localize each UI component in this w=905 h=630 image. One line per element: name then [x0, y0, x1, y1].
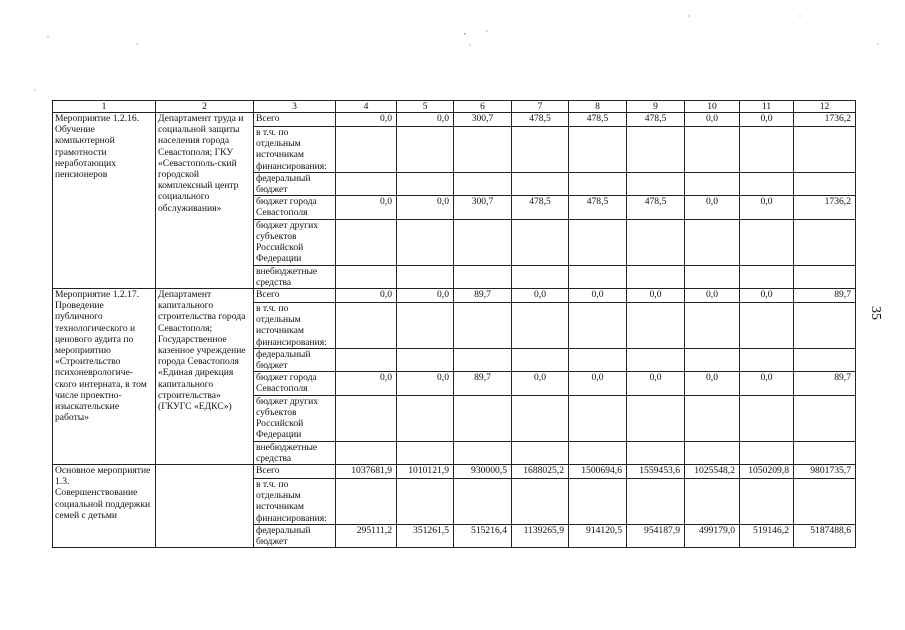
funding-value-cell: 0,0: [569, 289, 627, 303]
funding-value-cell: 1688025,2: [512, 465, 569, 479]
table-row: [53, 289, 856, 303]
funding-value-cell: [685, 303, 740, 349]
funding-value-cell: [512, 127, 569, 173]
funding-value-cell: 1025548,2: [685, 465, 740, 479]
funding-value-cell: 1139265,9: [512, 524, 569, 547]
funding-value-cell: 0,0: [336, 372, 397, 395]
funding-value-cell: 0,0: [336, 196, 397, 219]
funding-value-cell: 0,0: [397, 196, 454, 219]
funding-value-cell: [794, 395, 856, 441]
funding-source-label: бюджет других субъектов Российской Федерации: [254, 395, 336, 441]
funding-source-label: бюджет города Севастополя: [254, 196, 336, 219]
funding-value-cell: [627, 479, 685, 525]
funding-value-cell: [512, 303, 569, 349]
funding-source-label: бюджет города Севастополя: [254, 372, 336, 395]
funding-value-cell: [794, 303, 856, 349]
funding-value-cell: [740, 303, 794, 349]
funding-value-cell: 351261,5: [397, 524, 454, 547]
funding-value-cell: [627, 441, 685, 464]
funding-value-cell: 1050209,8: [740, 465, 794, 479]
funding-value-cell: [627, 127, 685, 173]
funding-value-cell: 0,0: [740, 113, 794, 127]
event-title: Основное мероприятие 1.3. Совершенствование социальной поддержки семей с детьми: [53, 465, 156, 548]
funding-value-cell: [569, 219, 627, 265]
funding-source-label: в т.ч. по отдельным источникам финансирования:: [254, 127, 336, 173]
funding-value-cell: [794, 441, 856, 464]
funding-source-label: в т.ч. по отдельным источникам финансирования:: [254, 479, 336, 525]
funding-value-cell: [794, 479, 856, 525]
column-number-header: 9: [627, 101, 685, 113]
funding-value-cell: [336, 303, 397, 349]
funding-value-cell: [740, 172, 794, 195]
funding-value-cell: 0,0: [397, 113, 454, 127]
funding-value-cell: [397, 348, 454, 371]
funding-value-cell: [685, 395, 740, 441]
table-row: [53, 465, 856, 479]
funding-value-cell: 0,0: [336, 113, 397, 127]
funding-value-cell: [454, 303, 512, 349]
funding-value-cell: [569, 348, 627, 371]
funding-value-cell: [336, 395, 397, 441]
column-number-header: 12: [794, 101, 856, 113]
funding-value-cell: [454, 479, 512, 525]
page-number: 35: [868, 306, 883, 320]
funding-value-cell: 0,0: [685, 113, 740, 127]
funding-value-cell: [685, 441, 740, 464]
funding-value-cell: [397, 127, 454, 173]
funding-value-cell: [512, 172, 569, 195]
funding-value-cell: [454, 441, 512, 464]
funding-value-cell: [685, 348, 740, 371]
funding-value-cell: [569, 265, 627, 288]
funding-value-cell: 0,0: [512, 289, 569, 303]
funding-value-cell: [512, 265, 569, 288]
funding-value-cell: [336, 219, 397, 265]
funding-value-cell: 0,0: [512, 372, 569, 395]
funding-value-cell: 89,7: [794, 372, 856, 395]
funding-value-cell: 914120,5: [569, 524, 627, 547]
funding-source-label: Всего: [254, 289, 336, 303]
funding-value-cell: 0,0: [740, 372, 794, 395]
funding-value-cell: 0,0: [685, 372, 740, 395]
funding-value-cell: [569, 479, 627, 525]
funding-value-cell: 295111,2: [336, 524, 397, 547]
funding-value-cell: [512, 441, 569, 464]
funding-value-cell: 499179,0: [685, 524, 740, 547]
funding-value-cell: 89,7: [794, 289, 856, 303]
column-number-header: 5: [397, 101, 454, 113]
funding-value-cell: [512, 219, 569, 265]
funding-value-cell: 0,0: [740, 196, 794, 219]
funding-value-cell: 89,7: [454, 289, 512, 303]
funding-source-label: федеральный бюджет: [254, 172, 336, 195]
funding-value-cell: [740, 441, 794, 464]
funding-value-cell: 515216,4: [454, 524, 512, 547]
funding-value-cell: [454, 265, 512, 288]
funding-value-cell: [685, 219, 740, 265]
funding-value-cell: [740, 395, 794, 441]
funding-value-cell: [454, 172, 512, 195]
funding-value-cell: 0,0: [397, 372, 454, 395]
table-body: [53, 113, 856, 548]
funding-value-cell: [685, 127, 740, 173]
event-title: Мероприятие 1.2.16. Обучение компьютерной грамотности неработающих пенсионеров: [53, 113, 156, 289]
responsible-executor: Департамент капитального строительства города Севастополя; Государственное казенное учреждение города Севастополя «Единая дирекция капитального строительства» (ГКУГС «ЕДКС»): [156, 289, 254, 465]
funding-value-cell: 1010121,9: [397, 465, 454, 479]
funding-value-cell: [397, 395, 454, 441]
funding-value-cell: [794, 348, 856, 371]
column-number-header: 10: [685, 101, 740, 113]
funding-value-cell: [627, 303, 685, 349]
funding-value-cell: 0,0: [740, 289, 794, 303]
funding-value-cell: [454, 395, 512, 441]
funding-value-cell: [794, 127, 856, 173]
funding-value-cell: [685, 172, 740, 195]
column-number-header: 6: [454, 101, 512, 113]
funding-value-cell: [397, 441, 454, 464]
funding-value-cell: 1736,2: [794, 196, 856, 219]
financing-table: [52, 100, 856, 548]
funding-value-cell: 478,5: [512, 113, 569, 127]
funding-value-cell: [794, 219, 856, 265]
funding-source-label: федеральный бюджет: [254, 348, 336, 371]
funding-value-cell: [740, 479, 794, 525]
funding-value-cell: 478,5: [627, 196, 685, 219]
funding-value-cell: [627, 219, 685, 265]
funding-value-cell: 0,0: [336, 289, 397, 303]
event-title: Мероприятие 1.2.17. Проведение публичного технологического и ценового аудита по мероприятию «Строительство психоневрологиче-ского интерната, в том числе проектно-изыскательские работы»: [53, 289, 156, 465]
funding-value-cell: [336, 441, 397, 464]
funding-value-cell: 478,5: [569, 113, 627, 127]
funding-value-cell: 5187488,6: [794, 524, 856, 547]
funding-value-cell: [569, 441, 627, 464]
funding-value-cell: [454, 219, 512, 265]
funding-value-cell: [336, 348, 397, 371]
funding-value-cell: 930000,5: [454, 465, 512, 479]
funding-value-cell: 0,0: [397, 289, 454, 303]
funding-value-cell: [336, 265, 397, 288]
funding-value-cell: [740, 265, 794, 288]
funding-source-label: в т.ч. по отдельным источникам финансирования:: [254, 303, 336, 349]
funding-value-cell: [794, 265, 856, 288]
funding-value-cell: 1559453,6: [627, 465, 685, 479]
funding-value-cell: [397, 303, 454, 349]
funding-value-cell: [397, 172, 454, 195]
funding-value-cell: [627, 172, 685, 195]
table-row: [53, 113, 856, 127]
column-number-row: [53, 101, 856, 113]
funding-value-cell: [454, 348, 512, 371]
funding-source-label: внебюджетные средства: [254, 441, 336, 464]
funding-value-cell: 300,7: [454, 196, 512, 219]
funding-value-cell: 478,5: [512, 196, 569, 219]
funding-value-cell: [512, 479, 569, 525]
funding-value-cell: 519146,2: [740, 524, 794, 547]
column-number-header: 11: [740, 101, 794, 113]
funding-source-label: федеральный бюджет: [254, 524, 336, 547]
responsible-executor: Департамент труда и социальной защиты населения города Севастополя; ГКУ «Севастополь-ский городской комплексный центр социального обслуживания»: [156, 113, 254, 289]
funding-value-cell: [569, 172, 627, 195]
funding-value-cell: 478,5: [627, 113, 685, 127]
column-number-header: 4: [336, 101, 397, 113]
funding-value-cell: [794, 172, 856, 195]
column-number-header: 2: [156, 101, 254, 113]
funding-value-cell: 9801735,7: [794, 465, 856, 479]
funding-value-cell: [512, 395, 569, 441]
column-number-header: 8: [569, 101, 627, 113]
funding-value-cell: 0,0: [569, 372, 627, 395]
funding-value-cell: [336, 127, 397, 173]
funding-value-cell: [627, 265, 685, 288]
funding-value-cell: [685, 479, 740, 525]
funding-value-cell: [569, 303, 627, 349]
funding-value-cell: [512, 348, 569, 371]
funding-value-cell: 0,0: [627, 289, 685, 303]
funding-source-label: внебюджетные средства: [254, 265, 336, 288]
funding-value-cell: [627, 395, 685, 441]
funding-value-cell: [627, 348, 685, 371]
funding-value-cell: [685, 265, 740, 288]
column-number-header: 1: [53, 101, 156, 113]
funding-value-cell: 1736,2: [794, 113, 856, 127]
funding-value-cell: [397, 265, 454, 288]
funding-value-cell: 478,5: [569, 196, 627, 219]
funding-value-cell: 954187,9: [627, 524, 685, 547]
responsible-executor: [156, 465, 254, 548]
funding-value-cell: 300,7: [454, 113, 512, 127]
column-number-header: 3: [254, 101, 336, 113]
funding-value-cell: [336, 172, 397, 195]
funding-value-cell: [397, 479, 454, 525]
funding-source-label: Всего: [254, 113, 336, 127]
funding-value-cell: [740, 348, 794, 371]
funding-value-cell: [454, 127, 512, 173]
funding-value-cell: [397, 219, 454, 265]
funding-source-label: Всего: [254, 465, 336, 479]
column-number-header: 7: [512, 101, 569, 113]
funding-value-cell: [336, 479, 397, 525]
funding-value-cell: 89,7: [454, 372, 512, 395]
funding-value-cell: [569, 395, 627, 441]
funding-source-label: бюджет других субъектов Российской Федерации: [254, 219, 336, 265]
funding-value-cell: [740, 219, 794, 265]
funding-value-cell: 0,0: [627, 372, 685, 395]
funding-value-cell: 0,0: [685, 289, 740, 303]
funding-value-cell: 1037681,9: [336, 465, 397, 479]
funding-value-cell: 0,0: [685, 196, 740, 219]
funding-value-cell: [569, 127, 627, 173]
funding-value-cell: [740, 127, 794, 173]
funding-value-cell: 1500694,6: [569, 465, 627, 479]
